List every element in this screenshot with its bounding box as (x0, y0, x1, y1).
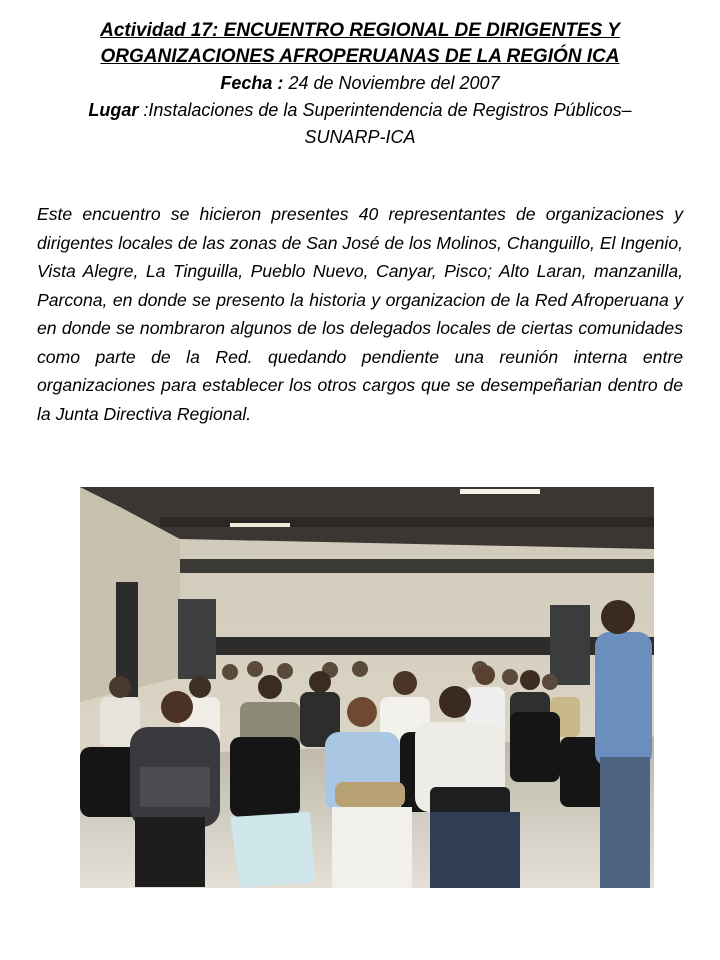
location-label: Lugar (88, 100, 139, 120)
wall-stripe (180, 559, 654, 573)
date-label: Fecha : (220, 73, 284, 93)
door (178, 599, 216, 679)
location-value: :Instalaciones de la Superintendencia de Registros Públicos– (138, 100, 632, 120)
date-line (20, 70, 700, 97)
activity-title-line-1: Actividad 17: ENCUENTRO REGIONAL DE DIRIGENTES Y (100, 20, 620, 41)
cloth (230, 812, 315, 888)
event-description: Este encuentro se hicieron presentes 40 representantes de organizaciones y dirigentes locales de las zonas de San José de los Molinos, Changuillo, El Ingenio, Vista Alegre, La Tinguilla, Pueblo Nuevo, Canyar, Pisco; Alto Laran, manzanilla, Parcona, en donde se presento la historia y organizacion de la Red Afroperuana y en donde se nombraron algunos de los delegados locales de ciertas comunidades como parte de la Red. quedando pendiente una reunión interna entre organizaciones para establecer los otros cargos que se desempeñarian dentro de la Junta Directiva Regional. (37, 204, 683, 424)
activity-title-line-2: ORGANIZACIONES AFROPERUANAS DE LA REGIÓN ICA (100, 46, 620, 67)
meeting-photo (80, 487, 654, 888)
ceiling-light (230, 523, 290, 527)
ceiling-light (460, 489, 540, 494)
location-line-2: SUNARP-ICA (304, 127, 416, 147)
date-value: 24 de Noviembre del 2007 (283, 73, 500, 93)
location-line (20, 97, 700, 124)
document-header (20, 18, 700, 151)
door (550, 605, 590, 685)
standing-speaker (595, 600, 652, 888)
